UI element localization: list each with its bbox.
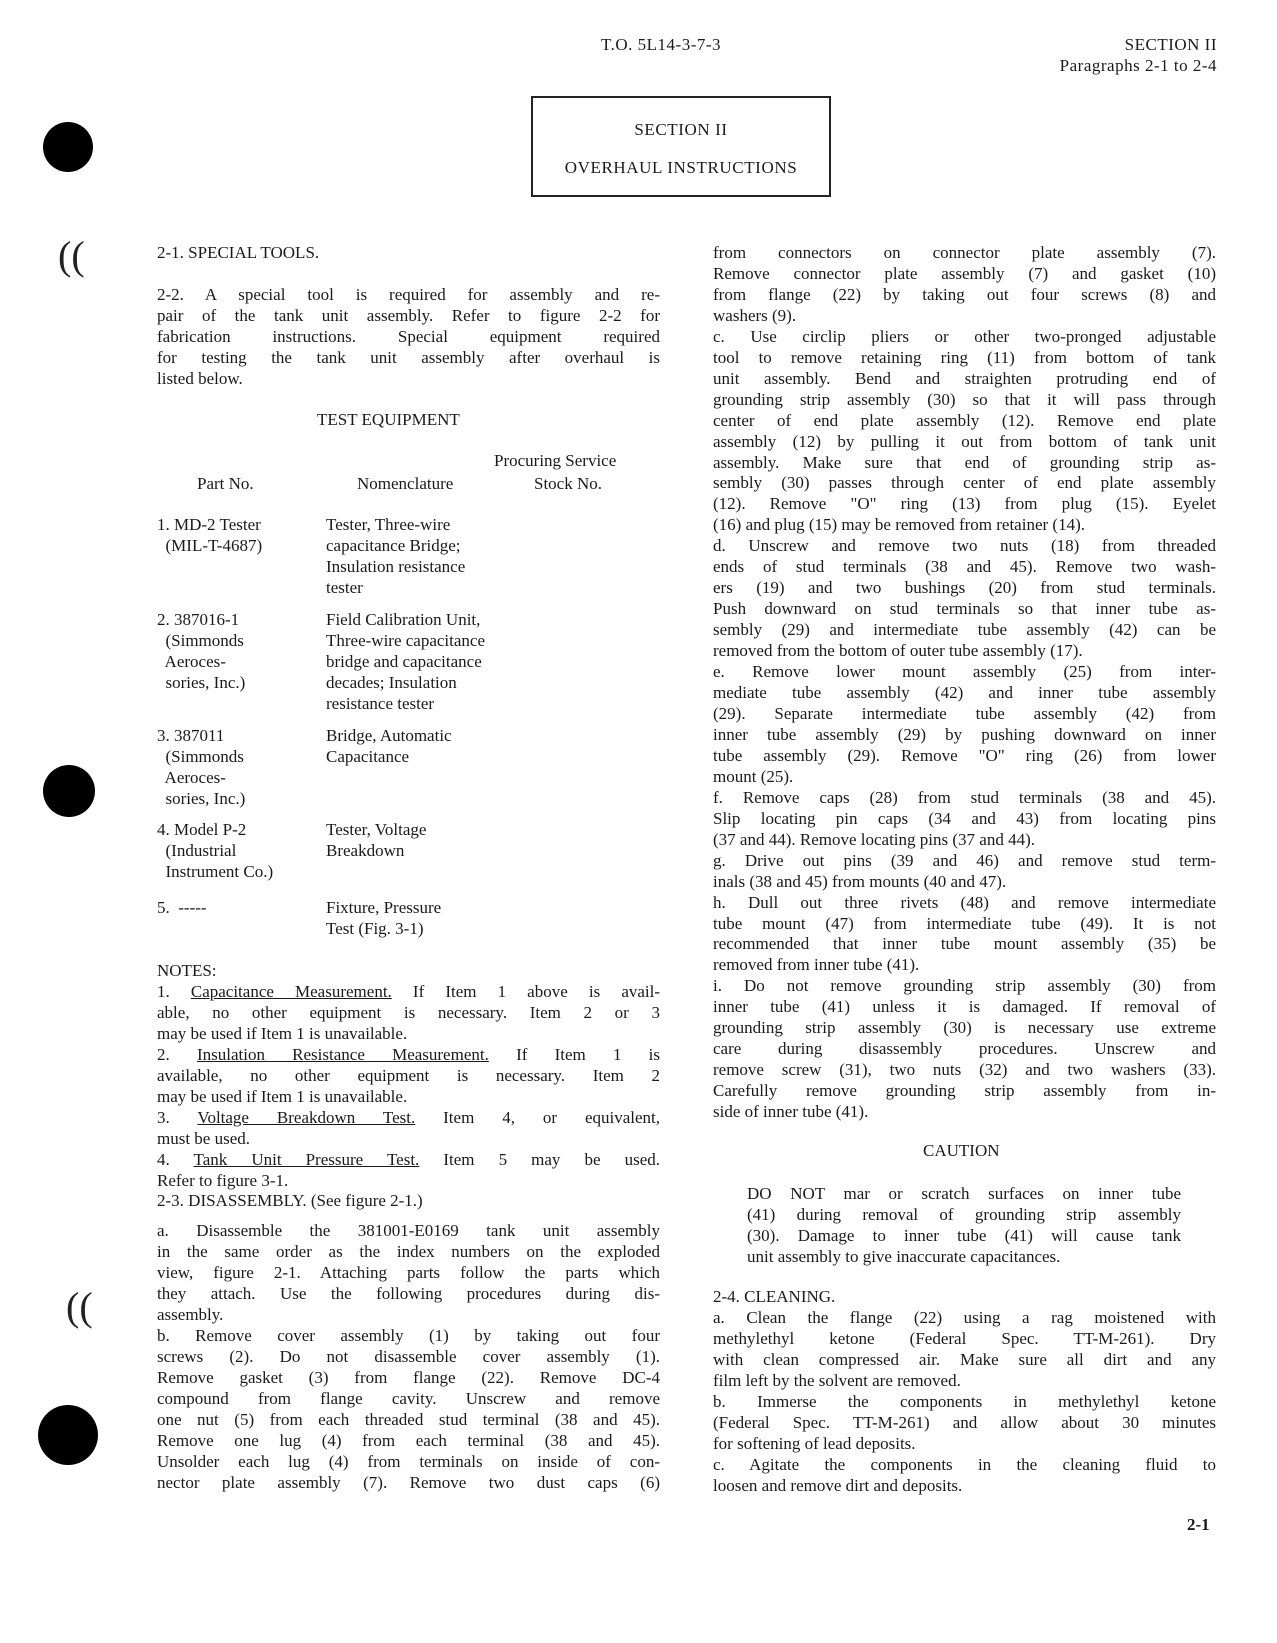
nomenclature xyxy=(326,820,426,862)
text-line: methylethyl ketone (Federal Spec. TT-M-261). Dry xyxy=(713,1328,1216,1348)
text-line: Breakdown xyxy=(326,840,405,860)
text-line: i. Do not remove grounding strip assembly (30) from xyxy=(713,976,1216,996)
text-line: (Federal Spec. TT-M-261) and allow about 30 minutes xyxy=(713,1412,1216,1432)
paragraph-2-3-heading: 2-3. DISASSEMBLY. (See figure 2-1.) xyxy=(157,1191,423,1211)
text-line: care during disassembly procedures. Unscrew and xyxy=(713,1039,1216,1059)
note-number: 2. xyxy=(157,1044,170,1064)
test-equipment-heading: TEST EQUIPMENT xyxy=(317,410,460,429)
text-line: unit assembly. Bend and straighten protruding end of xyxy=(713,368,1216,388)
text-line: (30). Damage to inner tube (41) will cause tank xyxy=(747,1225,1181,1245)
text-line: ers (19) and two bushings (20) from stud terminals. xyxy=(713,578,1216,598)
text-line: tube mount (47) from intermediate tube (49). It is not xyxy=(713,913,1216,933)
text-line: Insulation resistance xyxy=(326,556,466,576)
text-line: inner tube (41) unless it is damaged. If removal of xyxy=(713,997,1216,1017)
note-title: Capacitance Measurement. xyxy=(190,981,392,1001)
column-header-nomenclature: Nomenclature xyxy=(357,474,454,493)
technical-order-number: T.O. 5L14-3-7-3 xyxy=(601,35,722,54)
text-line: from flange (22) by taking out four screws (8) and xyxy=(713,284,1216,304)
text-line: b. Immerse the components in methylethyl ketone xyxy=(713,1391,1216,1411)
text-line: sories, Inc.) xyxy=(157,788,246,808)
text-line: (16) and plug (15) may be removed from retainer (14). xyxy=(713,515,1085,535)
text-line: loosen and remove dirt and deposits. xyxy=(713,1475,963,1495)
text-line: side of inner tube (41). xyxy=(713,1102,869,1122)
text-line: recommended that inner tube mount assembly (35) be xyxy=(713,934,1216,954)
text-line: 4. Model P-2 xyxy=(157,820,247,839)
disassembly-continued xyxy=(713,243,1216,1123)
text-line: (Simmonds xyxy=(157,630,244,650)
text-line: able, no other equipment is necessary. Item 2 or 3 xyxy=(157,1002,660,1022)
binder-hole-mark xyxy=(43,122,93,172)
text-line: one nut (5) from each threaded stud terminal (38 and 45). xyxy=(157,1410,660,1430)
note-text: Item 5 may be used. xyxy=(443,1149,660,1169)
cleaning-section xyxy=(713,1287,1216,1497)
text-line: in the same order as the index numbers on the exploded xyxy=(157,1242,660,1262)
text-line: capacitance Bridge; xyxy=(326,535,461,555)
text-line: (37 and 44). Remove locating pins (37 and 44). xyxy=(713,829,1035,849)
text-line: tube assembly (29). Remove "O" ring (26) from lower xyxy=(713,745,1216,765)
paragraph-2-3b xyxy=(157,1326,660,1494)
text-line: Test (Fig. 3-1) xyxy=(326,918,424,938)
text-line: removed from inner tube (41). xyxy=(713,955,920,975)
text-line: bridge and capacitance xyxy=(326,651,482,671)
text-line: Remove connector plate assembly (7) and gasket (10) xyxy=(713,263,1216,283)
text-line: must be used. xyxy=(157,1128,251,1148)
column-header-stock: Stock No. xyxy=(534,474,602,493)
text-line: screws (2). Do not disassemble cover assembly (1). xyxy=(157,1347,660,1367)
text-line: (41) during removal of grounding strip assembly xyxy=(747,1204,1181,1224)
note-number: 3. xyxy=(157,1107,170,1127)
text-line: g. Drive out pins (39 and 46) and remove stud term- xyxy=(713,850,1216,870)
page-number: 2-1 xyxy=(1187,1515,1210,1534)
text-line: Tester, Three-wire xyxy=(326,515,451,534)
text-line: view, figure 2-1. Attaching parts follow the parts which xyxy=(157,1263,660,1283)
text-line: Fixture, Pressure xyxy=(326,898,442,917)
step-c xyxy=(713,327,1216,537)
text-line: c. Agitate the components in the cleaning fluid to xyxy=(713,1454,1216,1474)
text-line: b. Remove cover assembly (1) by taking out four xyxy=(157,1326,660,1346)
step-i xyxy=(713,976,1216,1123)
text-line: 1. MD-2 Tester xyxy=(157,515,261,534)
text-line: Slip locating pin caps (34 and 43) from locating pins xyxy=(713,808,1216,828)
part-number xyxy=(157,898,207,919)
text-line: (Industrial xyxy=(157,840,237,860)
section-label: SECTION II xyxy=(1124,35,1217,54)
text-line: sembly (30) passes through center of end plate assembly xyxy=(713,473,1216,493)
part-number xyxy=(157,515,262,557)
text-line: assembly. xyxy=(157,1305,224,1325)
text-line: 2. 387016-1 xyxy=(157,610,240,629)
text-line: 3. 387011 xyxy=(157,726,225,745)
cleaning-step-b xyxy=(713,1392,1216,1455)
text-line: Instrument Co.) xyxy=(157,861,274,881)
note-3-continued xyxy=(157,1129,660,1150)
text-line: e. Remove lower mount assembly (25) from inter- xyxy=(713,662,1216,682)
notes-section xyxy=(157,961,660,1494)
text-line: Field Calibration Unit, xyxy=(326,610,481,629)
part-number xyxy=(157,726,245,810)
step-h xyxy=(713,893,1216,977)
caution-text xyxy=(747,1184,1181,1268)
text-line: listed below. xyxy=(157,368,243,388)
paragraph-2-2 xyxy=(157,285,660,390)
note-number: 1. xyxy=(157,981,170,1001)
note-text: If Item 1 is xyxy=(516,1044,660,1064)
text-line: center of end plate assembly (12). Remove end plate xyxy=(713,410,1216,430)
text-line: pair of the tank unit assembly. Refer to figure 2-2 for xyxy=(157,305,660,325)
part-number xyxy=(157,820,273,883)
text-line: sories, Inc.) xyxy=(157,672,246,692)
margin-mark: (( xyxy=(58,233,85,278)
text-line: Tester, Voltage xyxy=(326,820,427,839)
text-line: grounding strip assembly (30) so that it will pass through xyxy=(713,389,1216,409)
nomenclature xyxy=(326,610,485,715)
note-4-continued xyxy=(157,1171,660,1192)
paragraph-2-4-heading: 2-4. CLEANING. xyxy=(713,1287,836,1306)
text-line: Carefully remove grounding strip assembly from in- xyxy=(713,1081,1216,1101)
nomenclature xyxy=(326,898,441,940)
text-line: Refer to figure 3-1. xyxy=(157,1170,289,1190)
text-line: ends of stud terminals (38 and 45). Remove two wash- xyxy=(713,557,1216,577)
text-line: Remove gasket (3) from flange (22). Remove DC-4 xyxy=(157,1368,660,1388)
text-line: mount (25). xyxy=(713,766,794,786)
note-title: Voltage Breakdown Test. xyxy=(197,1107,416,1127)
text-line: mediate tube assembly (42) and inner tube assembly xyxy=(713,683,1216,703)
note-4 xyxy=(157,1150,660,1171)
binder-hole-mark xyxy=(43,765,95,817)
notes-heading: NOTES: xyxy=(157,961,217,980)
text-line: Three-wire capacitance xyxy=(326,630,486,650)
text-line: grounding strip assembly (30) is necessary use extreme xyxy=(713,1018,1216,1038)
note-2 xyxy=(157,1045,660,1066)
text-line: (29). Separate intermediate tube assembly (42) from xyxy=(713,703,1216,723)
text-line: 5. ----- xyxy=(157,898,207,917)
step-f xyxy=(713,788,1216,851)
text-line: inner tube assembly (29) by pushing downward on inner xyxy=(713,724,1216,744)
text-line: available, no other equipment is necessary. Item 2 xyxy=(157,1065,660,1085)
step-g xyxy=(713,851,1216,893)
text-line: d. Unscrew and remove two nuts (18) from threaded xyxy=(713,536,1216,556)
text-line: nector plate assembly (7). Remove two dust caps (6) xyxy=(157,1472,660,1492)
text-line: for testing the tank unit assembly after overhaul is xyxy=(157,347,660,367)
part-number xyxy=(157,610,245,694)
column-header-procuring: Procuring Service xyxy=(494,451,617,470)
text-line: with clean compressed air. Make sure all dirt and any xyxy=(713,1349,1216,1369)
text-line: a. Disassemble the 381001-E0169 tank unit assembly xyxy=(157,1221,660,1241)
text-line: remove screw (31), two nuts (32) and two washers (33). xyxy=(713,1060,1216,1080)
text-line: f. Remove caps (28) from stud terminals (38 and 45). xyxy=(713,787,1216,807)
text-line: may be used if Item 1 is unavailable. xyxy=(157,1086,408,1106)
text-line: for softening of lead deposits. xyxy=(713,1433,916,1453)
binder-hole-mark xyxy=(38,1405,98,1465)
text-line: Capacitance xyxy=(326,746,410,766)
margin-mark: (( xyxy=(66,1284,93,1329)
text-line: may be used if Item 1 is unavailable. xyxy=(157,1023,408,1043)
text-line: removed from the bottom of outer tube assembly (17). xyxy=(713,641,1083,661)
text-line: they attach. Use the following procedures during dis- xyxy=(157,1284,660,1304)
paragraph-2-1-heading: 2-1. SPECIAL TOOLS. xyxy=(157,243,320,262)
note-2-continued xyxy=(157,1066,660,1108)
note-title: Tank Unit Pressure Test. xyxy=(193,1149,420,1169)
text-line: sembly (29) and intermediate tube assembly (42) can be xyxy=(713,620,1216,640)
text-line: decades; Insulation xyxy=(326,672,457,692)
text-line: c. Use circlip pliers or other two-pronged adjustable xyxy=(713,326,1216,346)
section-number: SECTION II xyxy=(634,120,728,139)
note-1 xyxy=(157,982,660,1003)
cleaning-step-a xyxy=(713,1308,1216,1392)
step-d xyxy=(713,536,1216,662)
note-number: 4. xyxy=(157,1149,170,1169)
text-line: a. Clean the flange (22) using a rag moistened with xyxy=(713,1307,1216,1327)
note-3 xyxy=(157,1108,660,1129)
text-line: resistance tester xyxy=(326,693,435,713)
text-line: (Simmonds xyxy=(157,746,244,766)
note-text: If Item 1 above is avail- xyxy=(412,981,660,1001)
step-b-continued xyxy=(713,243,1216,327)
text-line: Remove one lug (4) from each terminal (38 and 45). xyxy=(157,1430,660,1450)
text-line: Bridge, Automatic xyxy=(326,726,452,745)
text-line: assembly. Make sure that end of grounding strip as- xyxy=(713,452,1216,472)
text-line: unit assembly to give inaccurate capacitances. xyxy=(747,1246,1061,1266)
text-line: Unsolder each lug (4) from terminals on inside of con- xyxy=(157,1451,660,1471)
text-line: tool to remove retaining ring (11) from bottom of tank xyxy=(713,347,1216,367)
note-title: Insulation Resistance Measurement. xyxy=(196,1044,489,1064)
text-line: (MIL-T-4687) xyxy=(157,535,263,555)
text-line: h. Dull out three rivets (48) and remove intermediate xyxy=(713,892,1216,912)
text-line: Push downward on stud terminals so that inner tube as- xyxy=(713,599,1216,619)
text-line: inals (38 and 45) from mounts (40 and 47). xyxy=(713,871,1007,891)
paragraph-range: Paragraphs 2-1 to 2-4 xyxy=(1059,56,1217,75)
text-line: fabrication instructions. Special equipment required xyxy=(157,326,660,346)
text-line: Aeroces- xyxy=(157,767,226,787)
text-line: DO NOT mar or scratch surfaces on inner tube xyxy=(747,1184,1181,1203)
text-line: washers (9). xyxy=(713,305,797,325)
note-1-continued xyxy=(157,1003,660,1045)
column-header-part: Part No. xyxy=(197,474,254,493)
text-line: from connectors on connector plate assembly (7). xyxy=(713,243,1216,262)
note-text: Item 4, or equivalent, xyxy=(443,1107,660,1127)
text-line: film left by the solvent are removed. xyxy=(713,1370,961,1390)
text-line: Aeroces- xyxy=(157,651,226,671)
text-line: tester xyxy=(326,577,363,597)
cleaning-step-c xyxy=(713,1455,1216,1497)
section-title: OVERHAUL INSTRUCTIONS xyxy=(564,158,798,177)
caution-heading: CAUTION xyxy=(923,1141,1000,1160)
text-line: compound from flange cavity. Unscrew and remove xyxy=(157,1389,660,1409)
section-title-box xyxy=(531,96,831,197)
nomenclature xyxy=(326,726,452,768)
text-line: assembly (12) by pulling it out from bottom of tank unit xyxy=(713,431,1216,451)
text-line: 2-2. A special tool is required for assembly and re- xyxy=(157,285,660,304)
step-e xyxy=(713,662,1216,788)
paragraph-2-3a xyxy=(157,1221,660,1326)
text-line: (12). Remove "O" ring (13) from plug (15). Eyelet xyxy=(713,494,1216,514)
nomenclature xyxy=(326,515,465,599)
